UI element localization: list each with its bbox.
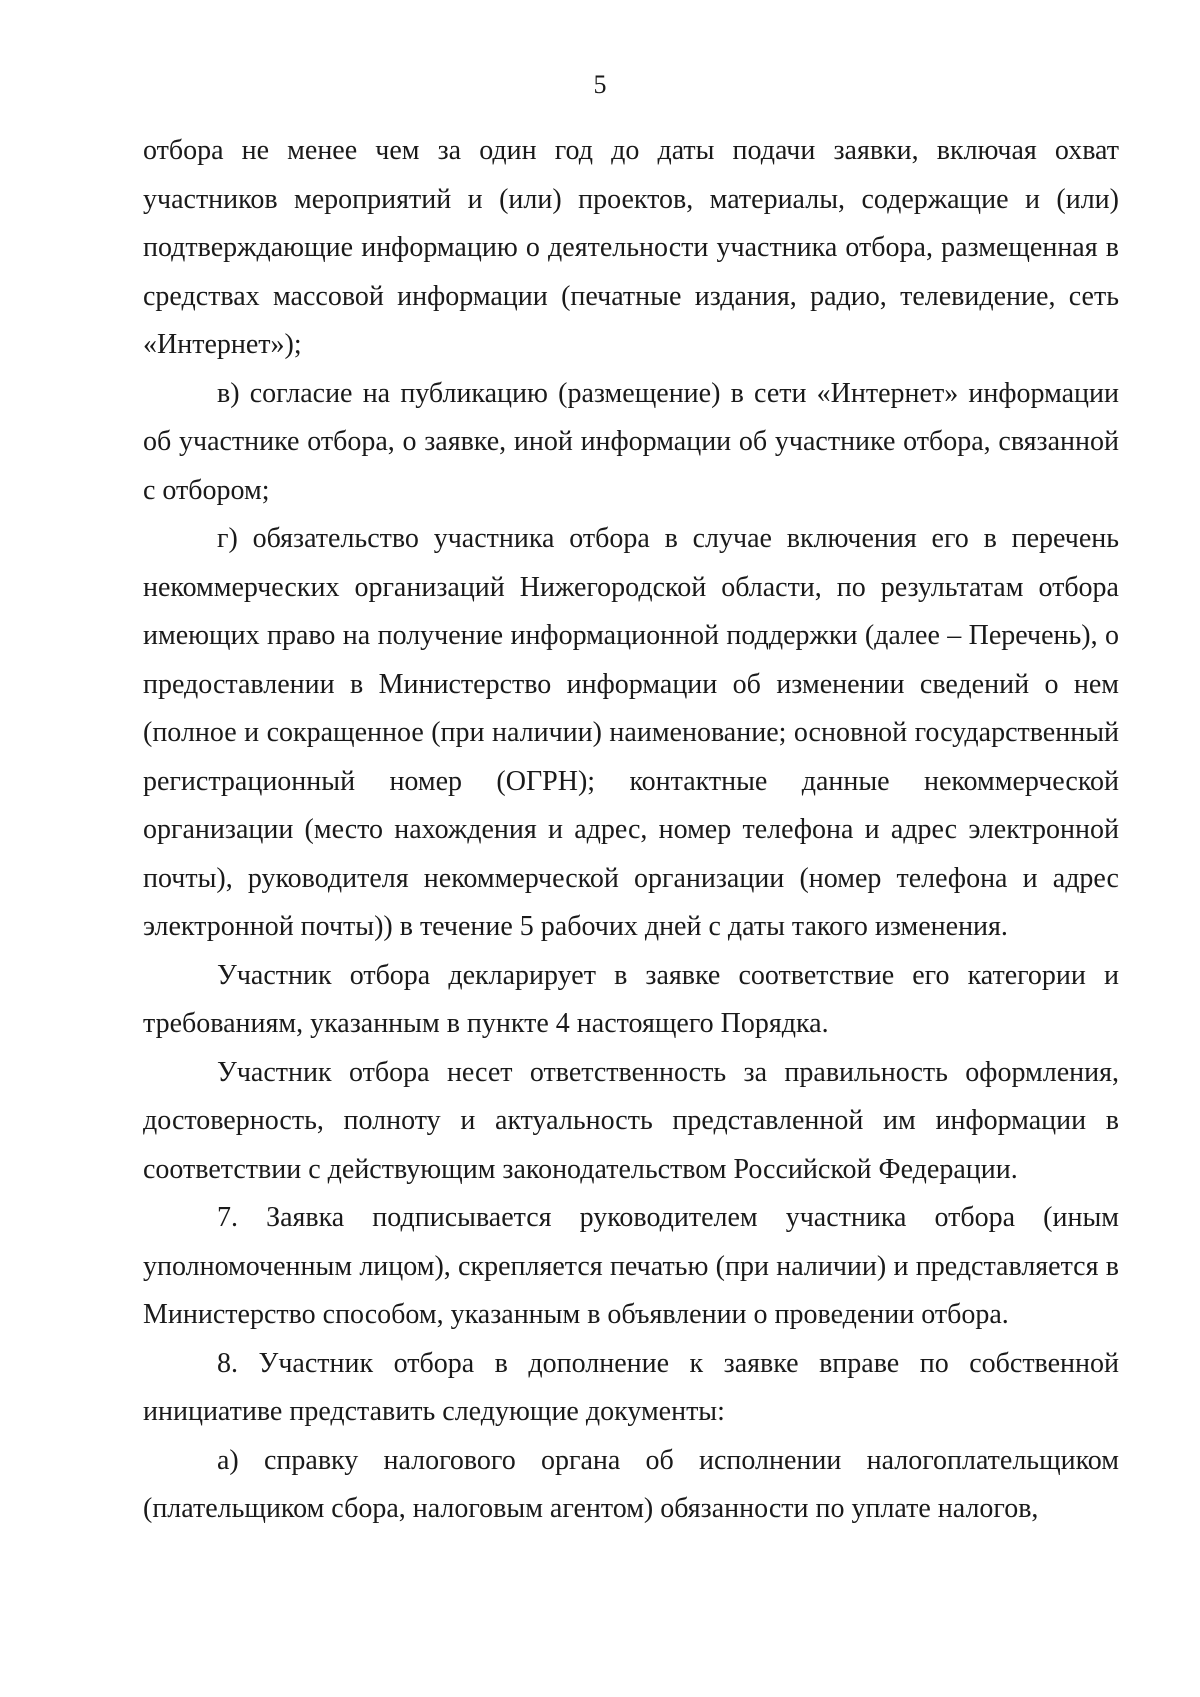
paragraph-declaration: Участник отбора декларирует в заявке соответствие его категории и требованиям, указанным в пункте 4 настоящего Порядка. [143,959,1119,1039]
paragraph-item-g: г) обязательство участника отбора в случае включения его в перечень некоммерческих организаций Нижегородской области, по результатам отбора имеющих право на получение информационной поддержки (далее – Перечень), о предоставлении в Министерство информации об изменении сведений о нем (полное и сокращенное (при наличии) наименование; основной государственный регистрационный номер (ОГРН); контактные данные некоммерческой организации (место нахождения и адрес, номер телефона и адрес электронной почты), руководителя некоммерческой организации (номер телефона и адрес электронной почты)) в течение 5 рабочих дней с даты такого изменения. [143,523,1119,942]
paragraph-clause-7: 7. Заявка подписывается руководителем участника отбора (иным уполномоченным лицом), скрепляется печатью (при наличии) и представляется в Министерство способом, указанным в объявлении о проведении отбора. [143,1202,1119,1330]
paragraph-item-a: а) справку налогового органа об исполнении налогоплательщиком (плательщиком сбора, налоговым агентом) обязанности по уплате налогов, [143,1444,1119,1524]
paragraph-clause-8: 8. Участник отбора в дополнение к заявке вправе по собственной инициативе представить следующие документы: [143,1347,1119,1427]
paragraph-item-v: в) согласие на публикацию (размещение) в сети «Интернет» информации об участнике отбора, о заявке, иной информации об участнике отбора, связанной с отбором; [143,377,1119,506]
paragraph-continuation: отбора не менее чем за один год до даты подачи заявки, включая охват участников мероприятий и (или) проектов, материалы, содержащие и (или) подтверждающие информацию о деятельности участника отбора, размещенная в средствах массовой информации (печатные издания, радио, телевидение, сеть «Интернет»); [143,135,1119,360]
paragraph-responsibility: Участник отбора несет ответственность за правильность оформления, достоверность, полноту и актуальность представленной им информации в соответствии с действующим законодательством Российской Федерации. [143,1056,1119,1185]
page-number: 5 [593,70,607,99]
document-body [143,127,1119,1534]
